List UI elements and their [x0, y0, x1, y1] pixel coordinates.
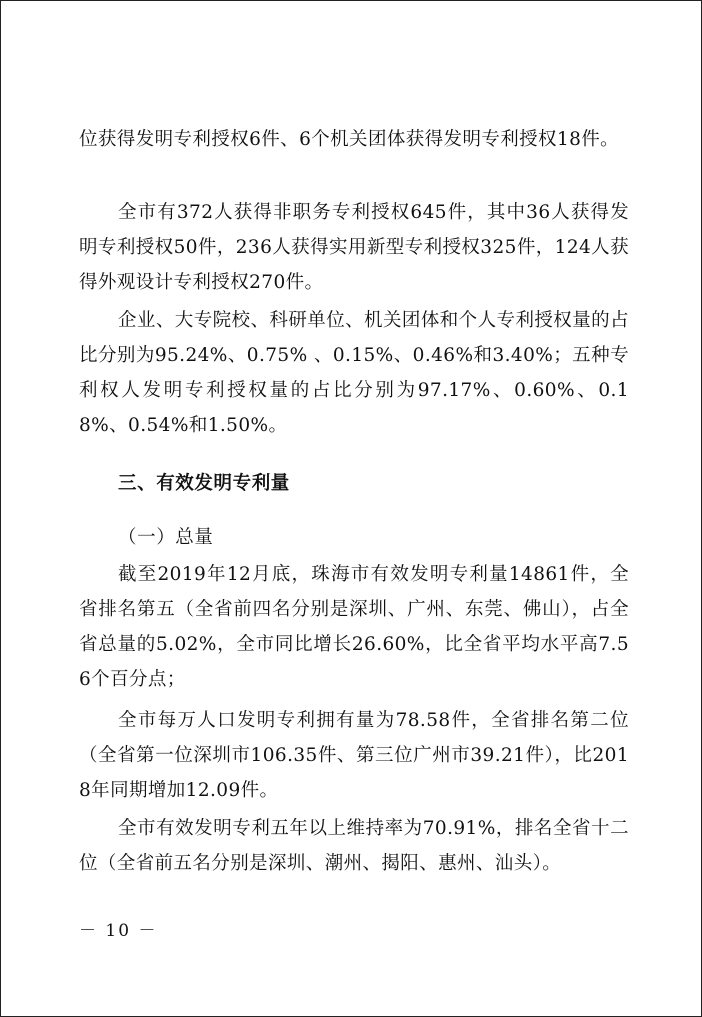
paragraph-continuation: 位获得发明专利授权6件、6个机关团体获得发明专利授权18件。: [79, 129, 620, 150]
subsection-heading: （一）总量: [118, 527, 214, 548]
paragraph-non-service-patents: 全市有372人获得非职务专利授权645件，其中36人获得发明专利授权50件，236人获得实用新型专利授权325件，124人获得外观设计专利授权270件。: [79, 202, 629, 293]
paragraph-per-capita-patents: 全市每万人口发明专利拥有量为78.58件，全省排名第二位（全省第一位深圳市106.35件、第三位广州市39.21件），比2018年同期增加12.09件。: [79, 710, 629, 801]
page-number: － 10 －: [79, 921, 158, 941]
paragraph-grant-share: 企业、大专院校、科研单位、机关团体和个人专利授权量的占比分别为95.24%、0.75% 、0.15%、0.46%和3.40%；五种专利权人发明专利授权量的占比分别为97.17%、0.60%、0.18%、0.54%和1.50%。: [79, 310, 629, 436]
section-heading: 三、有效发明专利量: [118, 473, 290, 494]
paragraph-total-valid-patents: 截至2019年12月底，珠海市有效发明专利量14861件，全省排名第五（全省前四名分别是深圳、广州、东莞、佛山），占全省总量的5.02%，全市同比增长26.60%，比全省平均水平高7.56个百分点；: [79, 564, 629, 690]
paragraph-maintenance-rate: 全市有效发明专利五年以上维持率为70.91%，排名全省十二位（全省前五名分别是深圳、潮州、揭阳、惠州、汕头）。: [79, 818, 629, 874]
